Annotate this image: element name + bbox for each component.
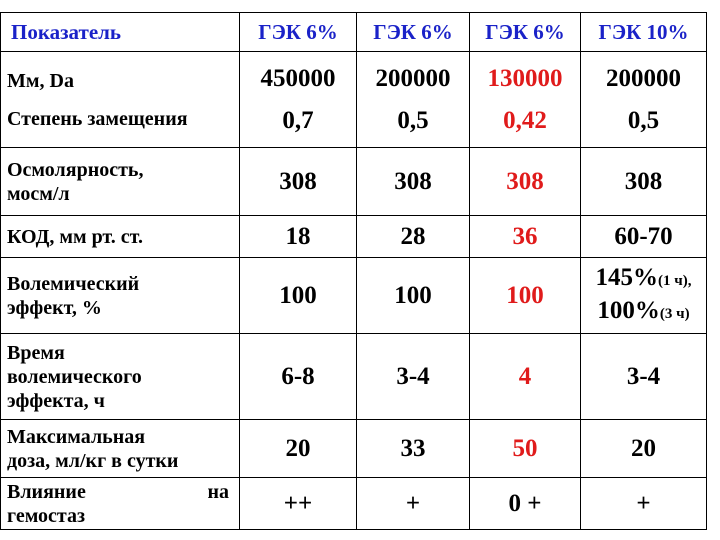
table-row-hemostasis [1, 478, 707, 530]
value-mw-col1: 450000 [260, 64, 336, 92]
cell-duration-col2: 3-4 [357, 334, 470, 420]
value-sub-col2: 0,5 [397, 106, 429, 134]
table-row-mw-substitution [1, 52, 707, 148]
value-sub-col1: 0,7 [282, 106, 314, 134]
table-row-osmolarity [1, 148, 707, 216]
cell-volemic-col3: 100 [470, 258, 581, 334]
cell-osmolarity-col4: 308 [581, 148, 707, 216]
label-hemostasis-2: гемостаз [7, 504, 86, 527]
table-row-volemic-effect [1, 258, 707, 334]
volemic-col4-main1: 145% [595, 263, 659, 291]
cell-mw-col1 [240, 52, 357, 148]
header-hes-6-a: ГЭК 6% [240, 13, 357, 52]
cell-duration-col1: 6-8 [240, 334, 357, 420]
row-label-osmolarity [1, 148, 240, 216]
table-row-volemic-duration [1, 334, 707, 420]
cell-duration-col4: 3-4 [581, 334, 707, 420]
cell-osmolarity-col1: 308 [240, 148, 357, 216]
value-mw-col4: 200000 [606, 64, 681, 92]
cell-cop-col4: 60-70 [581, 216, 707, 258]
cell-osmolarity-col3: 308 [470, 148, 581, 216]
row-label-max-dose [1, 420, 240, 478]
cell-dose-col3: 50 [470, 420, 581, 478]
label-volemic-1: Волемический [7, 272, 140, 295]
cell-dose-col4: 20 [581, 420, 707, 478]
label-substitution: Степень замещения [7, 107, 188, 130]
row-label-volemic-duration [1, 334, 240, 420]
label-hemostasis-word2: на [207, 480, 229, 503]
header-indicator: Показатель [1, 13, 240, 52]
label-volemic-2: эффект, % [7, 296, 102, 319]
value-mw-col3: 130000 [487, 64, 563, 92]
header-hes-6-b: ГЭК 6% [357, 13, 470, 52]
label-dose-2: доза, мл/кг в сутки [7, 449, 179, 472]
hes-comparison-table [0, 12, 707, 530]
volemic-col4-line2 [581, 296, 706, 329]
cell-mw-col2 [357, 52, 470, 148]
row-label-cop: КОД, мм рт. ст. [1, 216, 240, 258]
cell-dose-col1: 20 [240, 420, 357, 478]
header-hes-10: ГЭК 10% [581, 13, 707, 52]
volemic-col4-main2: 100% [597, 296, 660, 324]
value-sub-col4: 0,5 [627, 106, 660, 134]
label-mw: Мм, Da [7, 69, 74, 92]
table-row-cop [1, 216, 707, 258]
table-row-max-dose [1, 420, 707, 478]
row-label-mw-substitution [1, 52, 240, 148]
header-hes-6-c: ГЭК 6% [470, 13, 581, 52]
value-mw-col2: 200000 [375, 64, 451, 92]
label-dose-1: Максимальная [7, 425, 146, 448]
cell-hemostasis-col3: 0 + [470, 478, 581, 530]
label-hemostasis-word1: Влияние [7, 480, 86, 503]
cell-volemic-col1: 100 [240, 258, 357, 334]
cell-hemostasis-col2: + [357, 478, 470, 530]
value-sub-col3: 0,42 [503, 106, 547, 134]
cell-duration-col3: 4 [470, 334, 581, 420]
comparison-table-container [0, 12, 706, 530]
row-label-hemostasis [1, 478, 240, 530]
cell-volemic-col4 [581, 258, 707, 334]
cell-osmolarity-col2: 308 [357, 148, 470, 216]
cell-volemic-col2: 100 [357, 258, 470, 334]
cell-cop-col2: 28 [357, 216, 470, 258]
label-hemostasis-line1 [7, 480, 239, 504]
volemic-col4-line1 [581, 263, 706, 296]
label-duration-2: волемического [7, 365, 142, 388]
cell-cop-col3: 36 [470, 216, 581, 258]
header-row [1, 13, 707, 52]
cell-dose-col2: 33 [357, 420, 470, 478]
cell-mw-col3 [470, 52, 581, 148]
cell-hemostasis-col1: ++ [240, 478, 357, 530]
row-label-volemic-effect [1, 258, 240, 334]
volemic-col4-note2: (3 ч) [659, 305, 690, 322]
volemic-col4-note1: (1 ч), [658, 272, 692, 289]
label-duration-3: эффекта, ч [7, 389, 105, 412]
cell-hemostasis-col4: + [581, 478, 707, 530]
label-osmolarity-1: Осмолярность, [7, 158, 144, 181]
label-osmolarity-2: мосм/л [7, 182, 70, 205]
cell-mw-col4 [581, 52, 707, 148]
label-duration-1: Время [7, 341, 65, 364]
cell-cop-col1: 18 [240, 216, 357, 258]
